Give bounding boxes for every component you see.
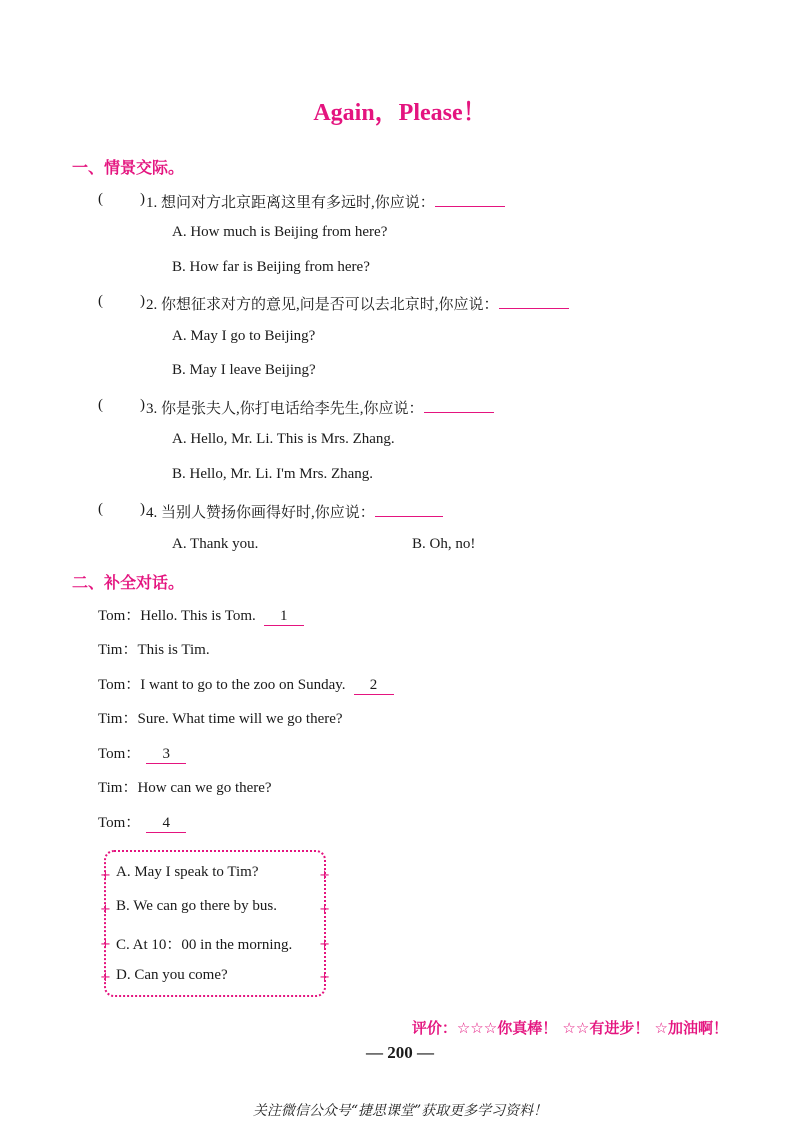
option-b: B. Hello, Mr. Li. I'm Mrs. Zhang.: [172, 466, 374, 482]
answer-paren-close: ): [140, 293, 145, 309]
dialogue-line: Tim：This is Tim.: [98, 642, 210, 658]
answer-blank[interactable]: [424, 398, 494, 413]
section-2-heading: 二、补全对话。: [72, 573, 185, 592]
choice-d: D. Can you come?: [116, 967, 228, 983]
choice-a: A. May I speak to Tim?: [116, 864, 259, 880]
choice-c: C. At 10：00 in the morning.: [116, 937, 293, 953]
dialogue-blank[interactable]: 4: [146, 815, 186, 833]
question-text: 3. 你是张夫人,你打电话给李先生,你应说：: [146, 397, 494, 418]
footer-note: 关注微信公众号“捷思课堂”获取更多学习资料！: [252, 1103, 548, 1119]
option-a: A. Hello, Mr. Li. This is Mrs. Zhang.: [172, 431, 395, 447]
section-1-heading: 一、情景交际。: [72, 158, 185, 177]
question-text: 1. 想问对方北京距离这里有多远时,你应说：: [146, 191, 505, 212]
self-evaluation: 评价：☆☆☆你真棒！ ☆☆有进步！ ☆加油啊！: [411, 1019, 728, 1037]
option-b: B. How far is Beijing from here?: [172, 259, 370, 275]
page-title: Again，Please！: [313, 100, 487, 126]
dialogue-line: Tim：How can we go there?: [98, 780, 272, 796]
option-b: B. Oh, no!: [412, 536, 476, 552]
answer-paren-close: ): [140, 191, 145, 207]
choices-box: [100, 850, 330, 997]
plus-decoration-icon: +: [319, 937, 330, 952]
dialogue-blank[interactable]: 1: [264, 608, 304, 626]
question-text: 2. 你想征求对方的意见,问是否可以去北京时,你应说：: [146, 293, 569, 314]
dialogue-blank[interactable]: 3: [146, 746, 186, 764]
dialogue-line: Tom：I want to go to the zoo on Sunday. 2: [98, 673, 394, 695]
answer-paren-open[interactable]: (: [98, 501, 103, 517]
question-text: 4. 当别人赞扬你画得好时,你应说：: [146, 501, 443, 522]
plus-decoration-icon: +: [319, 902, 330, 917]
plus-decoration-icon: +: [100, 868, 111, 883]
dialogue-line: Tom： 4: [98, 811, 186, 833]
plus-decoration-icon: +: [319, 868, 330, 883]
option-b: B. May I leave Beijing?: [172, 362, 316, 378]
plus-decoration-icon: +: [100, 937, 111, 952]
dialogue-line: Tom： 3: [98, 742, 186, 764]
answer-paren-open[interactable]: (: [98, 293, 103, 309]
answer-blank[interactable]: [375, 502, 443, 517]
answer-paren-open[interactable]: (: [98, 397, 103, 413]
dialogue-line: Tom：Hello. This is Tom. 1: [98, 604, 304, 626]
answer-paren-close: ): [140, 397, 145, 413]
option-a: A. Thank you.: [172, 536, 259, 552]
page-number: — 200 —: [366, 1043, 434, 1062]
plus-decoration-icon: +: [100, 902, 111, 917]
option-a: A. How much is Beijing from here?: [172, 224, 388, 240]
dialogue-blank[interactable]: 2: [354, 677, 394, 695]
plus-decoration-icon: +: [319, 970, 330, 985]
answer-blank[interactable]: [499, 294, 569, 309]
dialogue-line: Tim：Sure. What time will we go there?: [98, 711, 343, 727]
option-a: A. May I go to Beijing?: [172, 328, 316, 344]
choice-b: B. We can go there by bus.: [116, 898, 277, 914]
answer-blank[interactable]: [435, 192, 505, 207]
answer-paren-close: ): [140, 501, 145, 517]
plus-decoration-icon: +: [100, 970, 111, 985]
answer-paren-open[interactable]: (: [98, 191, 103, 207]
